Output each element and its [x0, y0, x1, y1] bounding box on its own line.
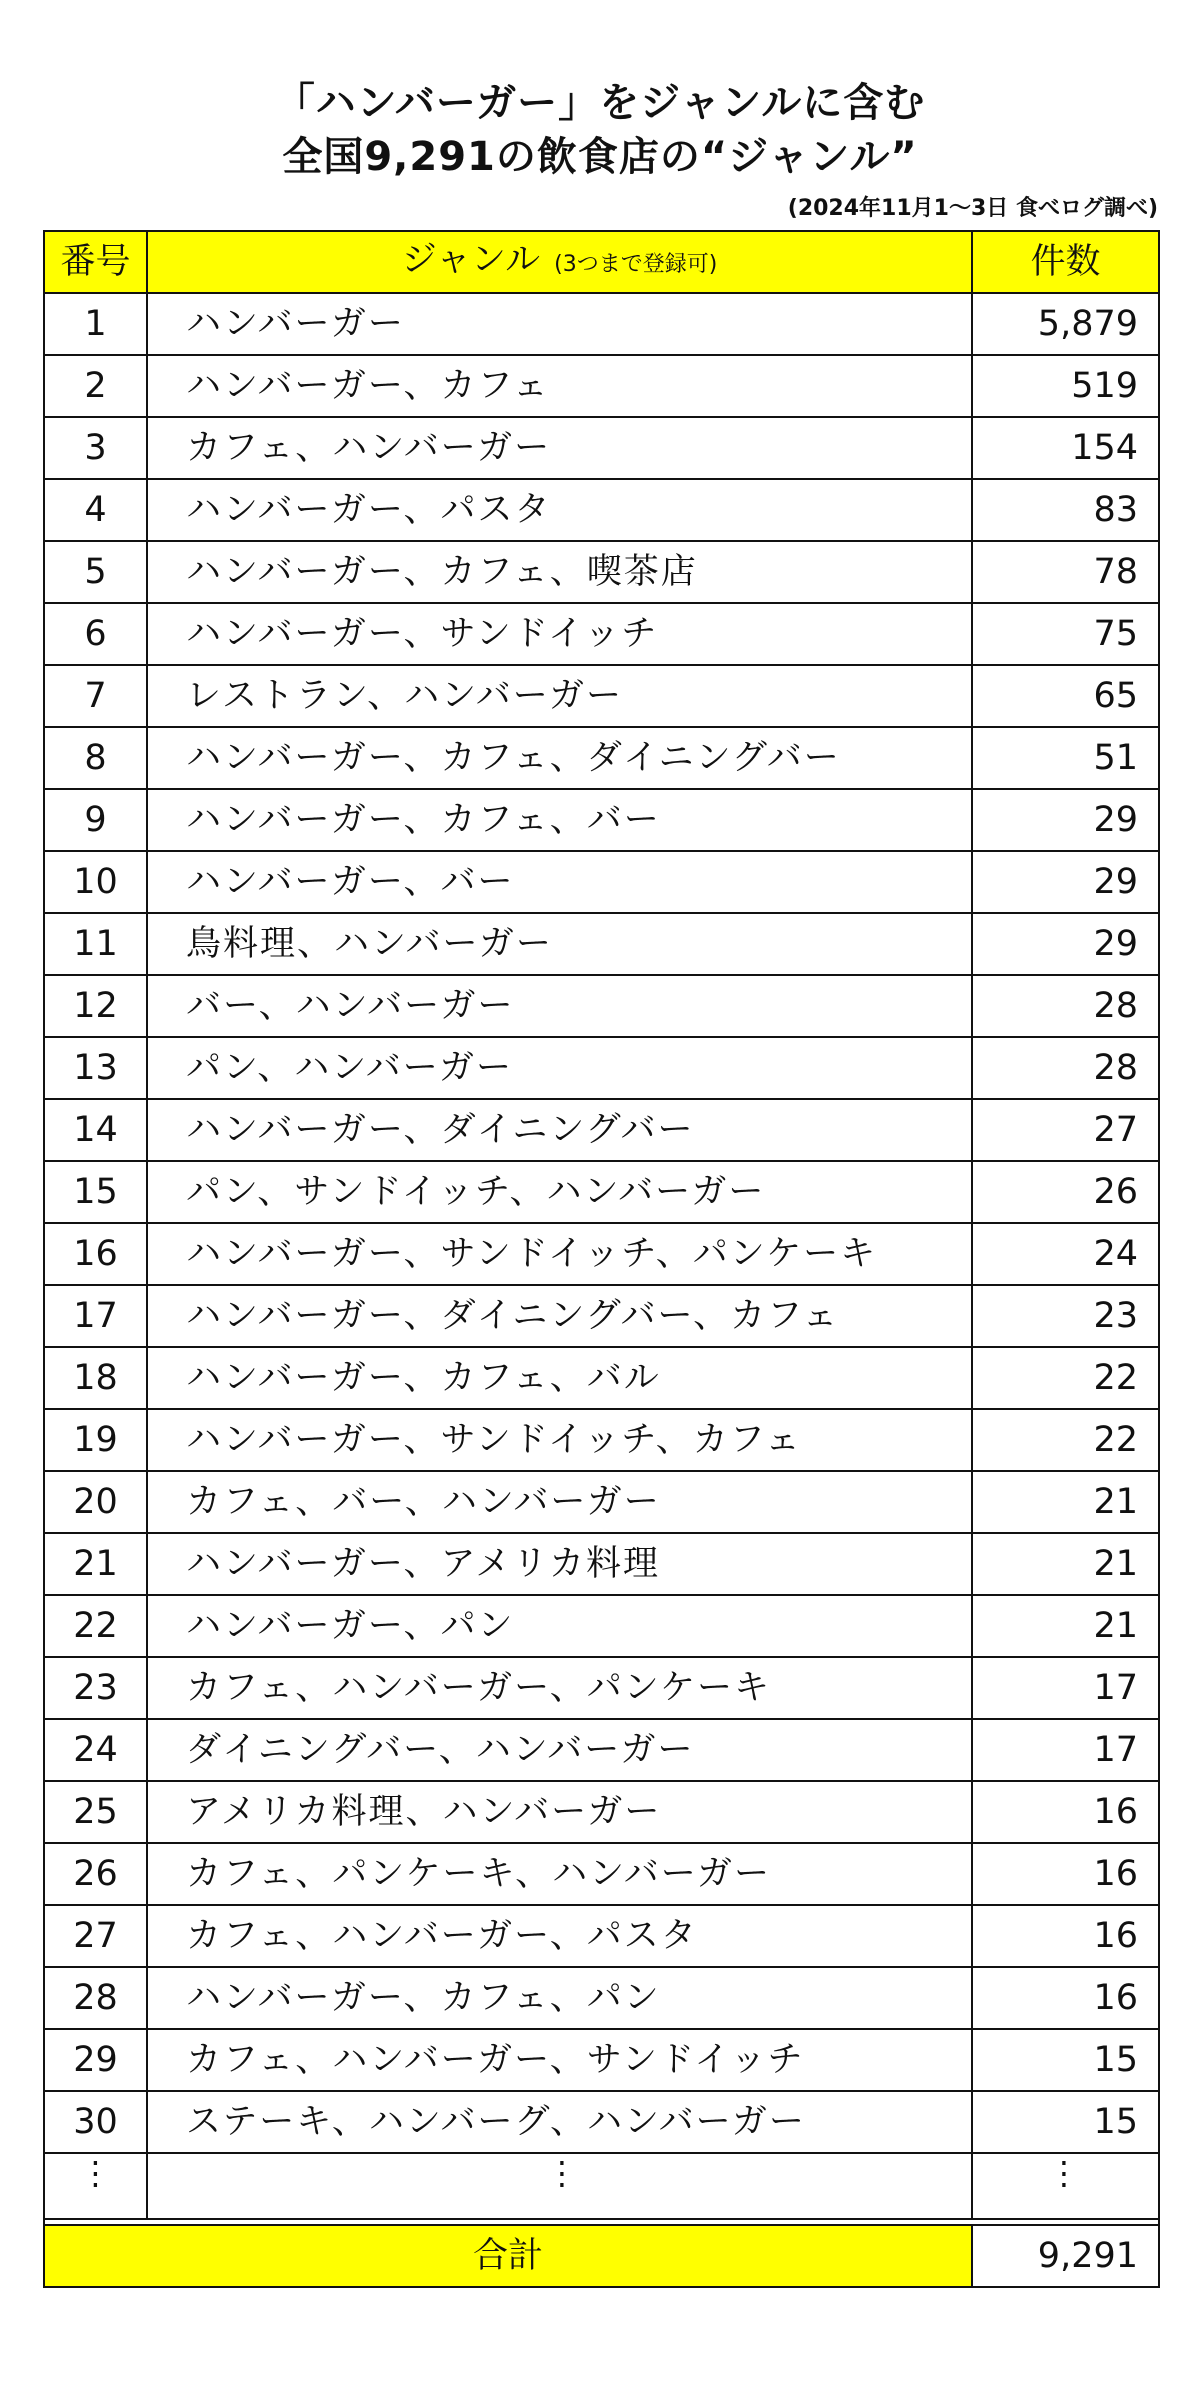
- row-genre: カフェ、ハンバーガー、サンドイッチ: [147, 2029, 972, 2091]
- row-count: 28: [972, 975, 1159, 1037]
- row-number: 24: [44, 1719, 147, 1781]
- row-count: 16: [972, 1967, 1159, 2029]
- row-number: 9: [44, 789, 147, 851]
- row-genre: ハンバーガー、サンドイッチ、カフェ: [147, 1409, 972, 1471]
- table-row: [44, 2091, 1159, 2153]
- row-count: 83: [972, 479, 1159, 541]
- row-number: 19: [44, 1409, 147, 1471]
- table-row: [44, 1905, 1159, 1967]
- table-row: [44, 417, 1159, 479]
- row-genre: ハンバーガー、カフェ、喫茶店: [147, 541, 972, 603]
- row-number: 23: [44, 1657, 147, 1719]
- row-genre: ハンバーガー、カフェ、バル: [147, 1347, 972, 1409]
- row-count: 16: [972, 1781, 1159, 1843]
- ellipsis-count: ⋮: [972, 2153, 1159, 2219]
- row-genre: カフェ、ハンバーガー、パンケーキ: [147, 1657, 972, 1719]
- row-count: 29: [972, 913, 1159, 975]
- table-row: [44, 2029, 1159, 2091]
- row-genre: 鳥料理、ハンバーガー: [147, 913, 972, 975]
- total-row: [44, 2225, 1159, 2287]
- row-number: 15: [44, 1161, 147, 1223]
- row-number: 12: [44, 975, 147, 1037]
- genre-table: [43, 230, 1160, 2288]
- row-count: 24: [972, 1223, 1159, 1285]
- table-row: [44, 665, 1159, 727]
- table-row: [44, 1595, 1159, 1657]
- title-line-2: 全国9,291の飲食店の“ジャンル”: [282, 134, 918, 180]
- row-count: 28: [972, 1037, 1159, 1099]
- table-row: [44, 1657, 1159, 1719]
- row-count: 29: [972, 789, 1159, 851]
- table-row: [44, 1161, 1159, 1223]
- row-number: 22: [44, 1595, 147, 1657]
- row-genre: カフェ、バー、ハンバーガー: [147, 1471, 972, 1533]
- row-count: 78: [972, 541, 1159, 603]
- row-count: 519: [972, 355, 1159, 417]
- ellipsis-row: [44, 2153, 1159, 2219]
- row-genre: カフェ、ハンバーガー: [147, 417, 972, 479]
- table-row: [44, 1843, 1159, 1905]
- row-genre: ハンバーガー、バー: [147, 851, 972, 913]
- row-count: 22: [972, 1347, 1159, 1409]
- row-number: 21: [44, 1533, 147, 1595]
- table-row: [44, 603, 1159, 665]
- table-row: [44, 1285, 1159, 1347]
- row-number: 29: [44, 2029, 147, 2091]
- row-number: 20: [44, 1471, 147, 1533]
- row-count: 5,879: [972, 293, 1159, 355]
- row-count: 65: [972, 665, 1159, 727]
- table-body: [44, 293, 1159, 2153]
- table-row: [44, 1471, 1159, 1533]
- row-genre: ハンバーガー、カフェ、パン: [147, 1967, 972, 2029]
- row-genre: ハンバーガー、カフェ、バー: [147, 789, 972, 851]
- row-number: 18: [44, 1347, 147, 1409]
- row-genre: カフェ、パンケーキ、ハンバーガー: [147, 1843, 972, 1905]
- row-number: 7: [44, 665, 147, 727]
- row-number: 28: [44, 1967, 147, 2029]
- row-number: 1: [44, 293, 147, 355]
- row-count: 16: [972, 1843, 1159, 1905]
- row-count: 22: [972, 1409, 1159, 1471]
- row-number: 3: [44, 417, 147, 479]
- row-number: 13: [44, 1037, 147, 1099]
- row-count: 154: [972, 417, 1159, 479]
- header-genre-note: (3つまで登録可): [554, 251, 718, 277]
- row-number: 30: [44, 2091, 147, 2153]
- row-genre: ハンバーガー、パン: [147, 1595, 972, 1657]
- row-number: 14: [44, 1099, 147, 1161]
- table-row: [44, 1409, 1159, 1471]
- row-count: 27: [972, 1099, 1159, 1161]
- table-row: [44, 293, 1159, 355]
- table-row: [44, 913, 1159, 975]
- row-genre: ハンバーガー、サンドイッチ: [147, 603, 972, 665]
- table-row: [44, 1347, 1159, 1409]
- row-number: 8: [44, 727, 147, 789]
- table-row: [44, 1099, 1159, 1161]
- row-genre: アメリカ料理、ハンバーガー: [147, 1781, 972, 1843]
- row-genre: ハンバーガー、カフェ、ダイニングバー: [147, 727, 972, 789]
- header-count: 件数: [972, 231, 1159, 293]
- row-number: 5: [44, 541, 147, 603]
- row-count: 21: [972, 1533, 1159, 1595]
- row-genre: カフェ、ハンバーガー、パスタ: [147, 1905, 972, 1967]
- row-genre: ハンバーガー、サンドイッチ、パンケーキ: [147, 1223, 972, 1285]
- row-number: 17: [44, 1285, 147, 1347]
- row-count: 15: [972, 2091, 1159, 2153]
- header-row: [44, 231, 1159, 293]
- row-count: 29: [972, 851, 1159, 913]
- ellipsis-no: ⋮: [44, 2153, 147, 2219]
- table-row: [44, 975, 1159, 1037]
- table-row: [44, 1967, 1159, 2029]
- row-number: 11: [44, 913, 147, 975]
- table-row: [44, 789, 1159, 851]
- row-number: 2: [44, 355, 147, 417]
- total-label: 合計: [44, 2225, 972, 2287]
- table-row: [44, 1781, 1159, 1843]
- row-count: 26: [972, 1161, 1159, 1223]
- row-count: 17: [972, 1657, 1159, 1719]
- row-genre: ハンバーガー、アメリカ料理: [147, 1533, 972, 1595]
- row-count: 15: [972, 2029, 1159, 2091]
- row-number: 4: [44, 479, 147, 541]
- row-count: 21: [972, 1595, 1159, 1657]
- row-count: 16: [972, 1905, 1159, 1967]
- row-genre: パン、サンドイッチ、ハンバーガー: [147, 1161, 972, 1223]
- row-count: 21: [972, 1471, 1159, 1533]
- row-genre: ハンバーガー、パスタ: [147, 479, 972, 541]
- row-genre: ハンバーガー、カフェ: [147, 355, 972, 417]
- table-row: [44, 1719, 1159, 1781]
- row-number: 27: [44, 1905, 147, 1967]
- row-genre: ステーキ、ハンバーグ、ハンバーガー: [147, 2091, 972, 2153]
- row-genre: ハンバーガー: [147, 293, 972, 355]
- row-count: 75: [972, 603, 1159, 665]
- row-count: 51: [972, 727, 1159, 789]
- table-row: [44, 541, 1159, 603]
- table-row: [44, 1223, 1159, 1285]
- header-genre: [147, 231, 972, 293]
- table-row: [44, 1037, 1159, 1099]
- row-number: 6: [44, 603, 147, 665]
- table-row: [44, 1533, 1159, 1595]
- row-genre: レストラン、ハンバーガー: [147, 665, 972, 727]
- table-row: [44, 355, 1159, 417]
- row-genre: ハンバーガー、ダイニングバー、カフェ: [147, 1285, 972, 1347]
- row-genre: パン、ハンバーガー: [147, 1037, 972, 1099]
- header-genre-label: ジャンル: [401, 239, 541, 280]
- row-genre: ダイニングバー、ハンバーガー: [147, 1719, 972, 1781]
- table-row: [44, 479, 1159, 541]
- table-row: [44, 727, 1159, 789]
- ellipsis-genre: ⋮: [147, 2153, 972, 2219]
- row-number: 25: [44, 1781, 147, 1843]
- row-count: 17: [972, 1719, 1159, 1781]
- row-number: 26: [44, 1843, 147, 1905]
- total-value: 9,291: [972, 2225, 1159, 2287]
- source-note: (2024年11月1〜3日 食べログ調べ): [787, 196, 1158, 221]
- header-no: 番号: [44, 231, 147, 293]
- row-genre: バー、ハンバーガー: [147, 975, 972, 1037]
- table-row: [44, 851, 1159, 913]
- row-count: 23: [972, 1285, 1159, 1347]
- row-number: 16: [44, 1223, 147, 1285]
- row-genre: ハンバーガー、ダイニングバー: [147, 1099, 972, 1161]
- row-number: 10: [44, 851, 147, 913]
- title-line-1: 「ハンバーガー」をジャンルに含む: [274, 80, 926, 126]
